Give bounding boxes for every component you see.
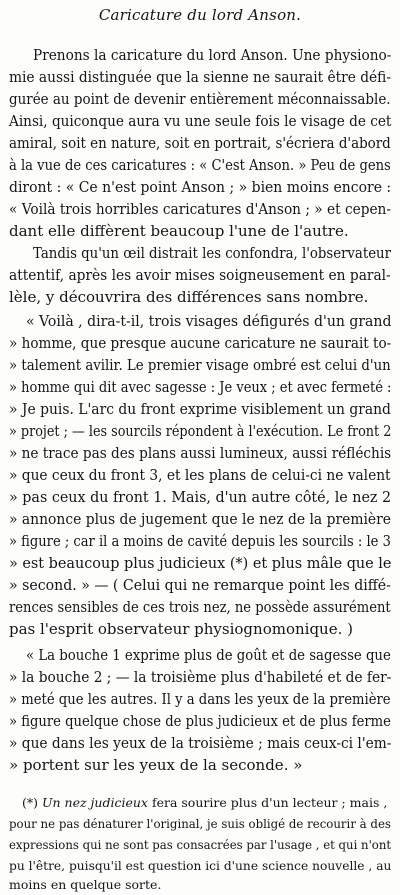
body-line: » figure ; car il a moins de cavité depuis les sourcils : le 3 bbox=[9, 532, 391, 550]
body-line: « Voilà , dira-t-il, trois visages défigurés d'un grand bbox=[26, 312, 392, 330]
body-line: dant elle diffèrent beaucoup l'une de l'autre. bbox=[9, 222, 349, 240]
body-line: » meté que les autres. Il y a dans les yeux de la première bbox=[9, 690, 391, 708]
footnote-line: pu l'être, puisqu'il est question ici d'une science nouvelle , au bbox=[9, 858, 392, 873]
footnote-emphasis: Un nez judicieux bbox=[41, 795, 148, 810]
body-line: » second. » — ( Celui qui ne remarque point les diffé- bbox=[9, 576, 391, 594]
footnote-line: pour ne pas dénaturer l'original, je suis obligé de recourir à des bbox=[9, 816, 391, 831]
body-line: pas l'esprit observateur physiognomonique. ) bbox=[9, 620, 353, 638]
body-line: gurée au point de devenir entièrement méconnaissable. bbox=[9, 90, 391, 108]
footnote-line: (*) Un nez judicieux fera sourire plus d'un lecteur ; mais , bbox=[22, 795, 388, 810]
body-line: Ainsi, quiconque aura vu une seule fois le visage de cet bbox=[9, 112, 392, 130]
body-line: » ne trace pas des plans aussi lumineux, aussi réfléchis bbox=[9, 444, 392, 462]
body-line: » figure quelque chose de plus judicieux et de plus ferme bbox=[9, 712, 391, 730]
body-line: « La bouche 1 exprime plus de goût et de sagesse que bbox=[26, 646, 391, 664]
body-line: » homme, que presque aucune caricature ne saurait to- bbox=[9, 334, 392, 352]
body-line: » portent sur les yeux de la seconde. » bbox=[9, 756, 303, 774]
body-line: » que dans les yeux de la troisième ; mais ceux-ci l'em- bbox=[9, 734, 392, 752]
body-line: » Je puis. L'arc du front exprime visiblement un grand bbox=[9, 400, 391, 418]
body-line: » talement avilir. Le premier visage ombré est celui d'un bbox=[9, 356, 391, 374]
body-line: rences sensibles de ces trois nez, ne possède assurément bbox=[9, 598, 391, 616]
body-line: « Voilà trois horribles caricatures d'Anson ; » et cepen- bbox=[9, 200, 391, 218]
body-line: à la vue de ces caricatures : « C'est Anson. » Peu de gens bbox=[9, 156, 391, 174]
body-line: lèle, y découvrira des différences sans nombre. bbox=[9, 288, 369, 306]
footnote-line: moins en quelque sorte. bbox=[9, 877, 162, 892]
body-line: » annonce plus de jugement que le nez de la première bbox=[9, 510, 391, 528]
body-line: » la bouche 2 ; — la troisième plus d'habileté et de fer- bbox=[9, 668, 392, 686]
body-line: » homme qui dit avec sagesse : Je veux ; et avec fermeté : bbox=[9, 378, 392, 396]
body-line: attentif, après les avoir mises soigneusement en paral- bbox=[9, 266, 391, 284]
body-line: » pas ceux du front 1. Mais, d'un autre côté, le nez 2 bbox=[9, 488, 392, 506]
body-line: » que ceux du front 3, et les plans de celui-ci ne valent bbox=[9, 466, 391, 484]
footnote-line: expressions qui ne sont pas consacrées par l'usage , et qui n'ont bbox=[9, 837, 392, 852]
body-line: amiral, soit en nature, soit en portrait, s'écriera d'abord bbox=[9, 134, 391, 152]
body-line: diront : « Ce n'est point Anson ; » bien moins encore : bbox=[9, 178, 392, 196]
body-line: Tandis qu'un œil distrait les confondra, l'observateur bbox=[33, 244, 391, 262]
body-line: » projet ; — les sourcils répondent à l'exécution. Le front 2 bbox=[9, 422, 392, 440]
body-line: » est beaucoup plus judicieux (*) et plus mâle que le bbox=[9, 554, 392, 572]
section-title: Caricature du lord Anson. bbox=[98, 6, 302, 24]
body-line: Prenons la caricature du lord Anson. Une physiono- bbox=[33, 46, 392, 64]
body-line: mie aussi distinguée que la sienne ne saurait être défi- bbox=[9, 68, 391, 86]
